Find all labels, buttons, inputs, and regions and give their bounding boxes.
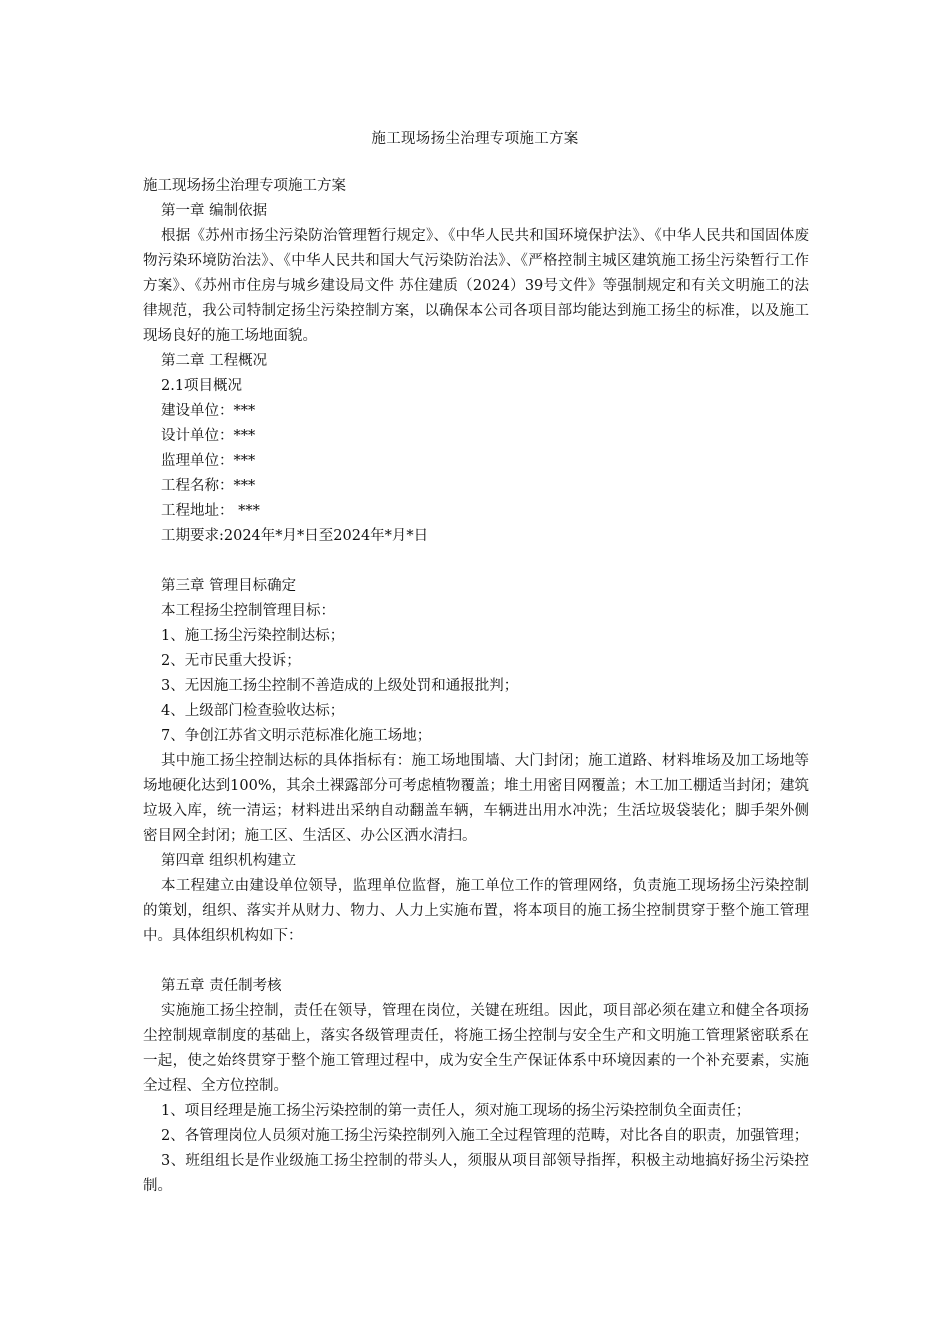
paragraph: 1、施工扬尘污染控制达标； (161, 628, 345, 644)
paragraph: 工程名称：*** (161, 478, 256, 494)
blank-line (143, 949, 809, 974)
paragraph: 第二章 工程概况 (161, 353, 268, 369)
document-body (143, 174, 809, 1199)
paragraph: 施工现场扬尘治理专项施工方案 (143, 178, 346, 194)
paragraph: 设计单位：*** (161, 428, 256, 444)
paragraph: 工期要求:2024年*月*日至2024年*月*日 (161, 528, 429, 544)
paragraph: 建设单位：*** (161, 403, 256, 419)
paragraph: 第四章 组织机构建立 (161, 853, 297, 869)
paragraph: 2、无市民重大投诉； (161, 653, 301, 669)
paragraph: 3、无因施工扬尘控制不善造成的上级处罚和通报批判； (161, 678, 519, 694)
paragraph: 2.1项目概况 (161, 378, 243, 394)
paragraph: 实施施工扬尘控制，责任在领导，管理在岗位，关键在班组。因此，项目部必须在建立和健全各项扬尘控制规章制度的基础上，落实各级管理责任，将施工扬尘控制与安全生产和文明施工管理紧密联系在一起，使之始终贯穿于整个施工管理过程中，成为安全生产保证体系中环境因素的一个补充要素，实施全过程、全方位控制。 (143, 1003, 809, 1094)
paragraph: 2、各管理岗位人员须对施工扬尘污染控制列入施工全过程管理的范畴，对比各自的职责，加强管理； (161, 1128, 809, 1144)
paragraph: 监理单位：*** (161, 453, 256, 469)
paragraph: 本工程建立由建设单位领导，监理单位监督，施工单位工作的管理网络，负责施工现场扬尘污染控制的策划，组织、落实并从财力、物力、人力上实施布置，将本项目的施工扬尘控制贯穿于整个施工管理中。具体组织机构如下： (143, 878, 809, 944)
paragraph: 4、上级部门检查验收达标； (161, 703, 345, 719)
paragraph: 第一章 编制依据 (161, 203, 268, 219)
paragraph: 工程地址： *** (161, 503, 260, 519)
paragraph: 本工程扬尘控制管理目标： (161, 603, 335, 619)
paragraph: 1、项目经理是施工扬尘污染控制的第一责任人，须对施工现场的扬尘污染控制负全面责任； (161, 1103, 751, 1119)
paragraph: 根据《苏州市扬尘污染防治管理暂行规定》、《中华人民共和国环境保护法》、《中华人民共和国固体废物污染环境防治法》、《中华人民共和国大气污染防治法》、《严格控制主城区建筑施工扬尘污染暂行工作方案》、《苏州市住房与城乡建设局文件 苏住建质（2024）39号文件》等强制规定和有关文明施工的法律规范，我公司特制定扬尘污染控制方案，以确保本公司各项目部均能达到施工扬尘的标准，以及施工现场良好的施工场地面貌。 (143, 228, 809, 344)
paragraph: 第三章 管理目标确定 (161, 578, 297, 594)
paragraph: 7、争创江苏省文明示范标准化施工场地； (161, 728, 432, 744)
paragraph: 第五章 责任制考核 (161, 978, 282, 994)
paragraph: 其中施工扬尘控制达标的具体指标有：施工场地围墙、大门封闭；施工道路、材料堆场及加工场地等场地硬化达到100%，其余土裸露部分可考虑植物覆盖；堆土用密目网覆盖；木工加工棚适当封闭；建筑垃圾入库，统一清运；材料进出采纳自动翻盖车辆，车辆进出用水冲洗；生活垃圾袋装化；脚手架外侧密目网全封闭；施工区、生活区、办公区洒水清扫。 (143, 753, 809, 844)
document-title: 施工现场扬尘治理专项施工方案 (371, 131, 579, 147)
paragraph: 3、班组组长是作业级施工扬尘控制的带头人，须服从项目部领导指挥，积极主动地搞好扬尘污染控制。 (143, 1153, 809, 1194)
blank-line (143, 549, 809, 574)
